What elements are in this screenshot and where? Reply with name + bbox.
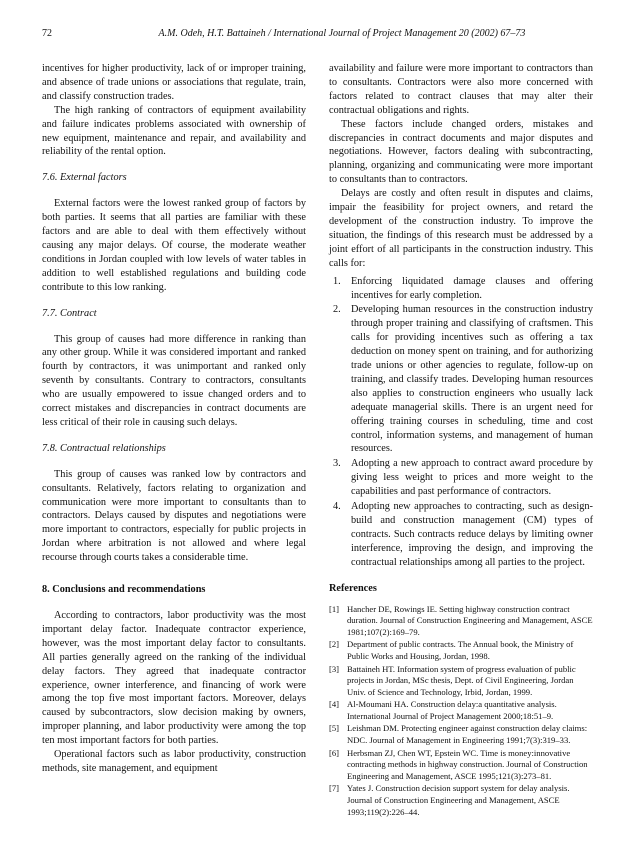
paragraph: This group of causes was ranked low by contractors and consultants. Relatively, factors relating to organization and communication were more important to consultants than to contractors. Delays caused by disputes and negotiations were more important to contractors, especially for public projects in Jordan where arbitration is not allowed and where legal recourse through courts takes a considerable time. xyxy=(42,468,306,564)
section-heading-8: 8. Conclusions and recommendations xyxy=(42,584,206,596)
paragraph: availability and failure were more important to contractors than to consultants. Contractors were also more concerned with factors related to contract clauses that may alter their contractual obligations and rights. xyxy=(329,63,593,116)
section-heading-7-8: 7.8. Contractual relationships xyxy=(42,442,166,454)
paragraph: According to contractors, labor productivity was the most important delay factor. Inadequate contractor experience, however, was the most important delay factor to consultants. All parties generally agreed on the ranking of the individual delay factors. They agreed that inadequate contractor experience, owner interference, and financing of work were among the top five most important factors. Moreover, delays caused by subcontractors, slow decision making by owners, improper planning, and labor productivity were among the top ten most important factors for both parties. xyxy=(42,610,306,747)
list-item: 2. Developing human resources in the construction industry through proper training and classifying of craftsmen. This calls for providing incentives such as offering a tax deduction on money spent on training, and for authorizing trade unions or other agencies to regulate, follow-up on training, and classify trades. Developing human resources also applies to construction engineers who usually lack adequate managerial skills. There is an urgent need for offering training courses in scheduling, time and cost control, information systems, and management of human resources. xyxy=(333,304,593,455)
paragraph: incentives for higher productivity, lack of or improper training, and absence of trade unions or associations that regulate, train, and classify construction trades. xyxy=(42,63,306,102)
paragraph: This group of causes had more difference in ranking than any other group. While it was considered important and ranked fourth by contractors, it was unimportant and ranked only seventh by consultants. Contrary to contractors, consultants who are usually empowered to issue changed orders and to correct mistakes and discrepancies in contract documents are less critical of their role in causing such delays. xyxy=(42,333,306,428)
running-head: A.M. Odeh, H.T. Battaineh / International Journal of Project Management 20 (2002) 67–73 xyxy=(158,28,526,39)
reference-item: [5] Leishman DM. Protecting engineer against construction delay claims: NDC. Journal of Management in Engineering 1991;7(3):319–33. xyxy=(329,723,588,746)
paragraph: These factors include changed orders, mistakes and discrepancies in contract documents and major disputes and negotiations. However, factors dealing with subcontracting, planning, organizing and communicating were more important to consultants than to contractors. xyxy=(329,118,593,186)
reference-item: [6] Herbsman ZJ, Chen WT, Epstein WC. Time is money:innovative contracting methods in highway construction. Journal of Construction Engineering and Management, ASCE 1995;121(3):273–81. xyxy=(329,747,588,781)
reference-item: [4] Al-Moumani HA. Construction delay:a quantitative analysis. International Journal of Project Management 2000;18:51–9. xyxy=(329,699,557,721)
reference-item: [3] Battaineh HT. Information system of progress evaluation of public projects in Jordan, MSc thesis, Dept. of Civil Engineering, Jordan Univ. of Science and Technology, Irbid, Jordan, 1999. xyxy=(329,663,576,697)
list-item: 3. Adopting a new approach to contract award procedure by giving less weight to prices and more weight to the capabilities and past performance of contractors. xyxy=(333,458,593,498)
paragraph: External factors were the lowest ranked group of factors by both parties. It seems that all parties are familiar with these factors and are able to deal with them effectively without causing any major delays. Of course, the moderate weather conditions in Jordan coupled with low levels of water tables in addition to well established regulations and building code contribute to this low ranking. xyxy=(42,198,306,293)
page-header xyxy=(42,28,602,42)
references-list xyxy=(329,604,593,819)
reference-item: [2] Department of public contracts. The Annual book, the Ministry of Public Works and Housing, Jordan, 1998. xyxy=(329,639,574,661)
right-column xyxy=(329,62,593,819)
paragraph: Delays are costly and often result in disputes and claims, impair the feasibility for project owners, and retard the development of the construction industry. To improve the situation, the findings of this research must be addressed by a joint effort of all participants in the construction industry. This calls for: xyxy=(329,188,593,269)
page-number: 72 xyxy=(42,28,52,39)
left-column xyxy=(42,62,306,776)
reference-item: [1] Hancher DE, Rowings IE. Setting highway construction contract duration. Journal of Construction Engineering and Management, ASCE 1981;107(2):169–79. xyxy=(329,603,593,637)
list-item: 1. Enforcing liquidated damage clauses and offering incentives for early completion. xyxy=(333,275,593,301)
paragraph: The high ranking of contractors of equipment availability and failure indicates problems associated with ownership of new equipment, maintenance and repair, and availability and reliability of the rental option. xyxy=(42,104,306,158)
list-item: 4. Adopting new approaches to contracting, such as design-build and construction management (CM) types of contracts. Such contracts reduce delays by limiting owner interference, improving the design, and improving the contractual relationships among all parties to the project. xyxy=(333,501,593,568)
reference-item: [7] Yates J. Construction decision support system for delay analysis. Journal of Construction Engineering and Management, ASCE 1993;119(2):226–44. xyxy=(329,783,570,817)
section-heading-7-7: 7.7. Contract xyxy=(42,307,97,319)
references-heading: References xyxy=(329,582,377,594)
section-heading-7-6: 7.6. External factors xyxy=(42,172,127,184)
recommendations-list xyxy=(329,275,593,570)
paragraph: Operational factors such as labor productivity, construction methods, site management, and equipment xyxy=(42,749,306,774)
